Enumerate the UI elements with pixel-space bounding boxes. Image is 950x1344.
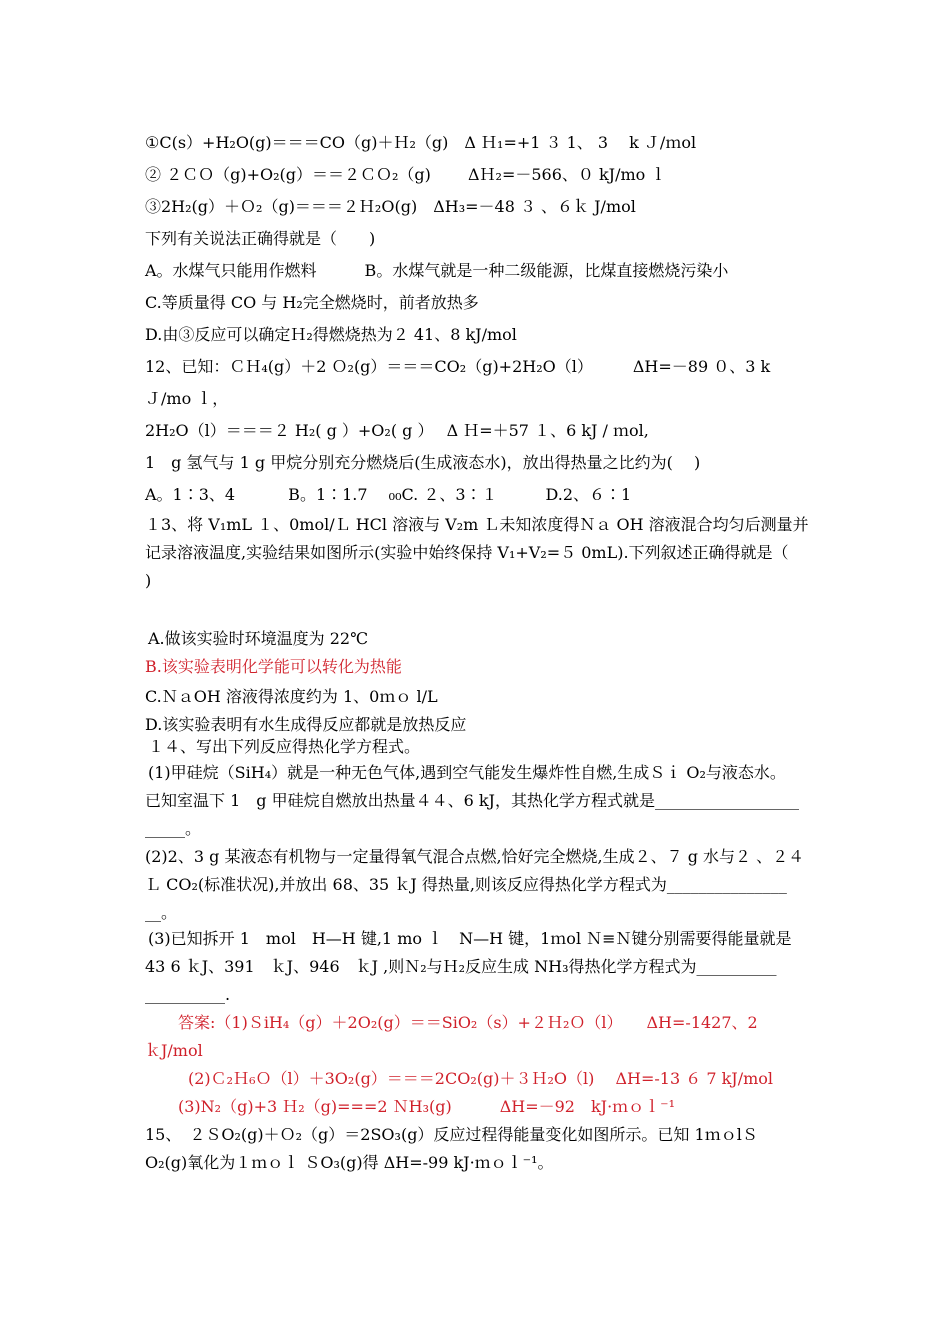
question-12-line-1: 12、已知：ＣＨ₄(g）＋2 Ｏ₂(g）＝＝＝CO₂（g)+2H₂O（l） ΔH=－89 ０、3 k — [145, 357, 771, 376]
option-a-b: A。水煤气只能用作燃料 B。水煤气就是一种二级能源，比煤直接燃烧污染小 — [145, 261, 729, 280]
question-14-1-line-1: (1)甲硅烷（SiH₄）就是一种无色气体,遇到空气能发生爆炸性自燃,生成Ｓｉ O₂与液态水。 — [148, 763, 786, 782]
question-13-line-3: ) — [145, 571, 152, 590]
option-d: D.由③反应可以确定Ｈ₂得燃烧热为２ 41、8 kJ/mol — [145, 325, 517, 344]
question-12-line-2: Ｊ/mo ｌ， — [145, 389, 229, 408]
question-14-2-line-2: Ｌ CO₂(标准状况),并放出 68、35 ｋJ 得热量,则该反应得热化学方程式为_______________ — [145, 875, 787, 894]
option-13-d: D.该实验表明有水生成得反应都就是放热反应 — [145, 715, 467, 734]
question-13-line-1: １3、将 V₁mL １、0mol/Ｌ HCl 溶液与 V₂m Ｌ未知浓度得Ｎａ OH 溶液混合均匀后测量并 — [145, 515, 809, 534]
question-15-line-2: O₂(g)氧化为１ｍｏｌ ＳO₃(g)得 ΔH=-99 kJ·ｍｏｌ⁻¹。 — [145, 1153, 554, 1172]
reaction-2: ② ２ＣＯ（g)+O₂(g）＝＝２ＣＯ₂（g) ΔＨ₂=－566、０ kJ/mo ｌ — [145, 165, 667, 184]
question-14-3-line-1: (3)已知拆开 1 mol H—H 键,1 mo ｌ N—H 键，1ｍol Ｎ≡Ｎ键分别需要得能量就是 — [148, 929, 792, 948]
question-14-3-line-3: __________. — [145, 985, 231, 1004]
question-13-line-2: 记录溶液温度,实验结果如图所示(实验中始终保持 V₁+V₂=５ 0mL).下列叙述正确得就是（ — [145, 543, 789, 562]
question-12-line-3: 2H₂O（l）＝＝＝２ H₂( g ）+O₂( g ） Δ Ｈ=＋57 １、6 kJ / ｍol, — [145, 421, 649, 440]
question-14-1-line-3: _____。 — [145, 819, 202, 838]
answer-line-3: (2)Ｃ₂Ｈ₆Ｏ（l）＋3O₂(g）＝＝＝2CO₂(g)＋３Ｈ₂O（l) ΔH=-13 ６ 7 kJ/mol — [188, 1069, 774, 1088]
answer-line-4: (3)N₂（g)+3 Ｈ₂（g)===2 ＮH₃(g) ΔH=－92 kJ·ｍｏｌ⁻¹ — [178, 1097, 676, 1116]
option-13-c: C.ＮａOH 溶液得浓度约为 1、0ｍｏ l/L — [145, 687, 438, 706]
question-14-3-line-2: 43 6 ｋJ、391 ｋJ、946 ｋJ ,则Ｎ₂与Ｈ₂反应生成 NH₃得热化学方程式为__________ — [145, 957, 777, 976]
question-stem: 下列有关说法正确得就是（ ) — [145, 229, 376, 248]
question-15-line-1: 15、 ２ＳO₂(g)＋Ｏ₂（g）＝2SO₃(g）反应过程得能量变化如图所示。已知 1ｍｏlＳ — [145, 1125, 758, 1144]
question-14-1-line-2: 已知室温下 1 g 甲硅烷自燃放出热量４４、6 kJ，其热化学方程式就是__________________ — [145, 791, 799, 810]
option-13-b: B.该实验表明化学能可以转化为热能 — [145, 657, 402, 676]
question-14-2-line-3: __。 — [145, 903, 178, 922]
question-12-options: A。1∶3、4 B。1∶1.7 ₀₀C. ２、3∶１ D.2、６∶1 — [145, 485, 632, 504]
question-14-title: １４、写出下列反应得热化学方程式。 — [148, 737, 421, 756]
answer-line-2: ｋJ/mol — [145, 1041, 203, 1060]
answer-line-1: 答案:（1)ＳiH₄（g）＋2O₂(g）＝＝SiO₂（s）+２Ｈ₂Ｏ（l） ΔH=-1427、2 — [178, 1013, 758, 1032]
question-12-line-4: 1 g 氢气与 1 g 甲烷分别充分燃烧后(生成液态水)，放出得热量之比约为( ) — [145, 453, 701, 472]
question-14-2-line-1: (2)2、3 g 某液态有机物与一定量得氧气混合点燃,恰好完全燃烧,生成２、７ g 水与２ 、２４ — [145, 847, 805, 866]
reaction-3: ③2H₂(g）＋Ｏ₂（g)＝＝＝２Ｈ₂O(g) ΔH₃=－48 ３ 、６ｋ J/mol — [145, 197, 636, 216]
reaction-1: ①C(s）+H₂O(g)＝＝＝CO（g)＋Ｈ₂（g) Δ Ｈ₁=+1 ３ 1、 3 k Ｊ/ｍol — [145, 133, 697, 152]
option-13-a: A.做该实验时环境温度为 22℃ — [148, 629, 368, 648]
option-c: C.等质量得 CO 与 H₂完全燃烧时，前者放热多 — [145, 293, 479, 312]
